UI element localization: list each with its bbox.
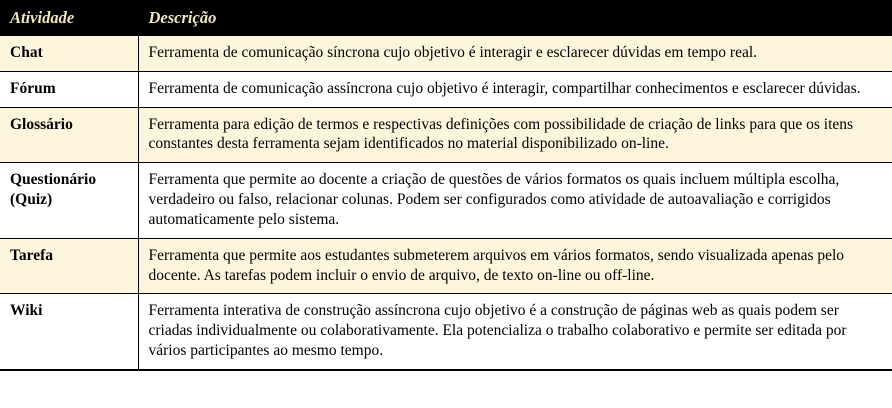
- column-header-activity: Atividade: [0, 1, 138, 36]
- table-row: [0, 36, 892, 72]
- table-header-row: [0, 1, 892, 36]
- cell-activity-description: Ferramenta de comunicação assíncrona cujo objetivo é interagir, compartilhar conhecimentos e esclarecer dúvidas.: [138, 71, 892, 107]
- cell-activity-name: Tarefa: [0, 238, 138, 294]
- cell-activity-name: Wiki: [0, 294, 138, 370]
- table-body: [0, 36, 892, 370]
- table-header: [0, 1, 892, 36]
- cell-activity-name: Fórum: [0, 71, 138, 107]
- cell-activity-description: Ferramenta interativa de construção assíncrona cujo objetivo é a construção de páginas web as quais podem ser criadas individualmente ou colaborativamente. Ela potencializa o trabalho colaborativo e permite ser editada por vários participantes ao mesmo tempo.: [138, 294, 892, 370]
- cell-activity-description: Ferramenta que permite ao docente a criação de questões de vários formatos os quais incluem múltipla escolha, verdadeiro ou falso, relacionar colunas. Podem ser configurados como atividade de autoavaliação e corrigidos automaticamente pelo sistema.: [138, 163, 892, 238]
- table-row: [0, 107, 892, 163]
- cell-activity-name: Questionário (Quiz): [0, 163, 138, 238]
- cell-activity-description: Ferramenta de comunicação síncrona cujo objetivo é interagir e esclarecer dúvidas em tempo real.: [138, 36, 892, 72]
- column-header-description: Descrição: [138, 1, 892, 36]
- cell-activity-description: Ferramenta que permite aos estudantes submeterem arquivos em vários formatos, sendo visualizada apenas pelo docente. As tarefas podem incluir o envio de arquivo, de texto on-line ou off-line.: [138, 238, 892, 294]
- table-row: [0, 238, 892, 294]
- table-row: [0, 71, 892, 107]
- cell-activity-name: Chat: [0, 36, 138, 72]
- cell-activity-description: Ferramenta para edição de termos e respectivas definições com possibilidade de criação de links para que os itens constantes desta ferramenta sejam identificados no material disponibilizado on-line.: [138, 107, 892, 163]
- cell-activity-name: Glossário: [0, 107, 138, 163]
- table-row: [0, 163, 892, 238]
- table-row: [0, 294, 892, 370]
